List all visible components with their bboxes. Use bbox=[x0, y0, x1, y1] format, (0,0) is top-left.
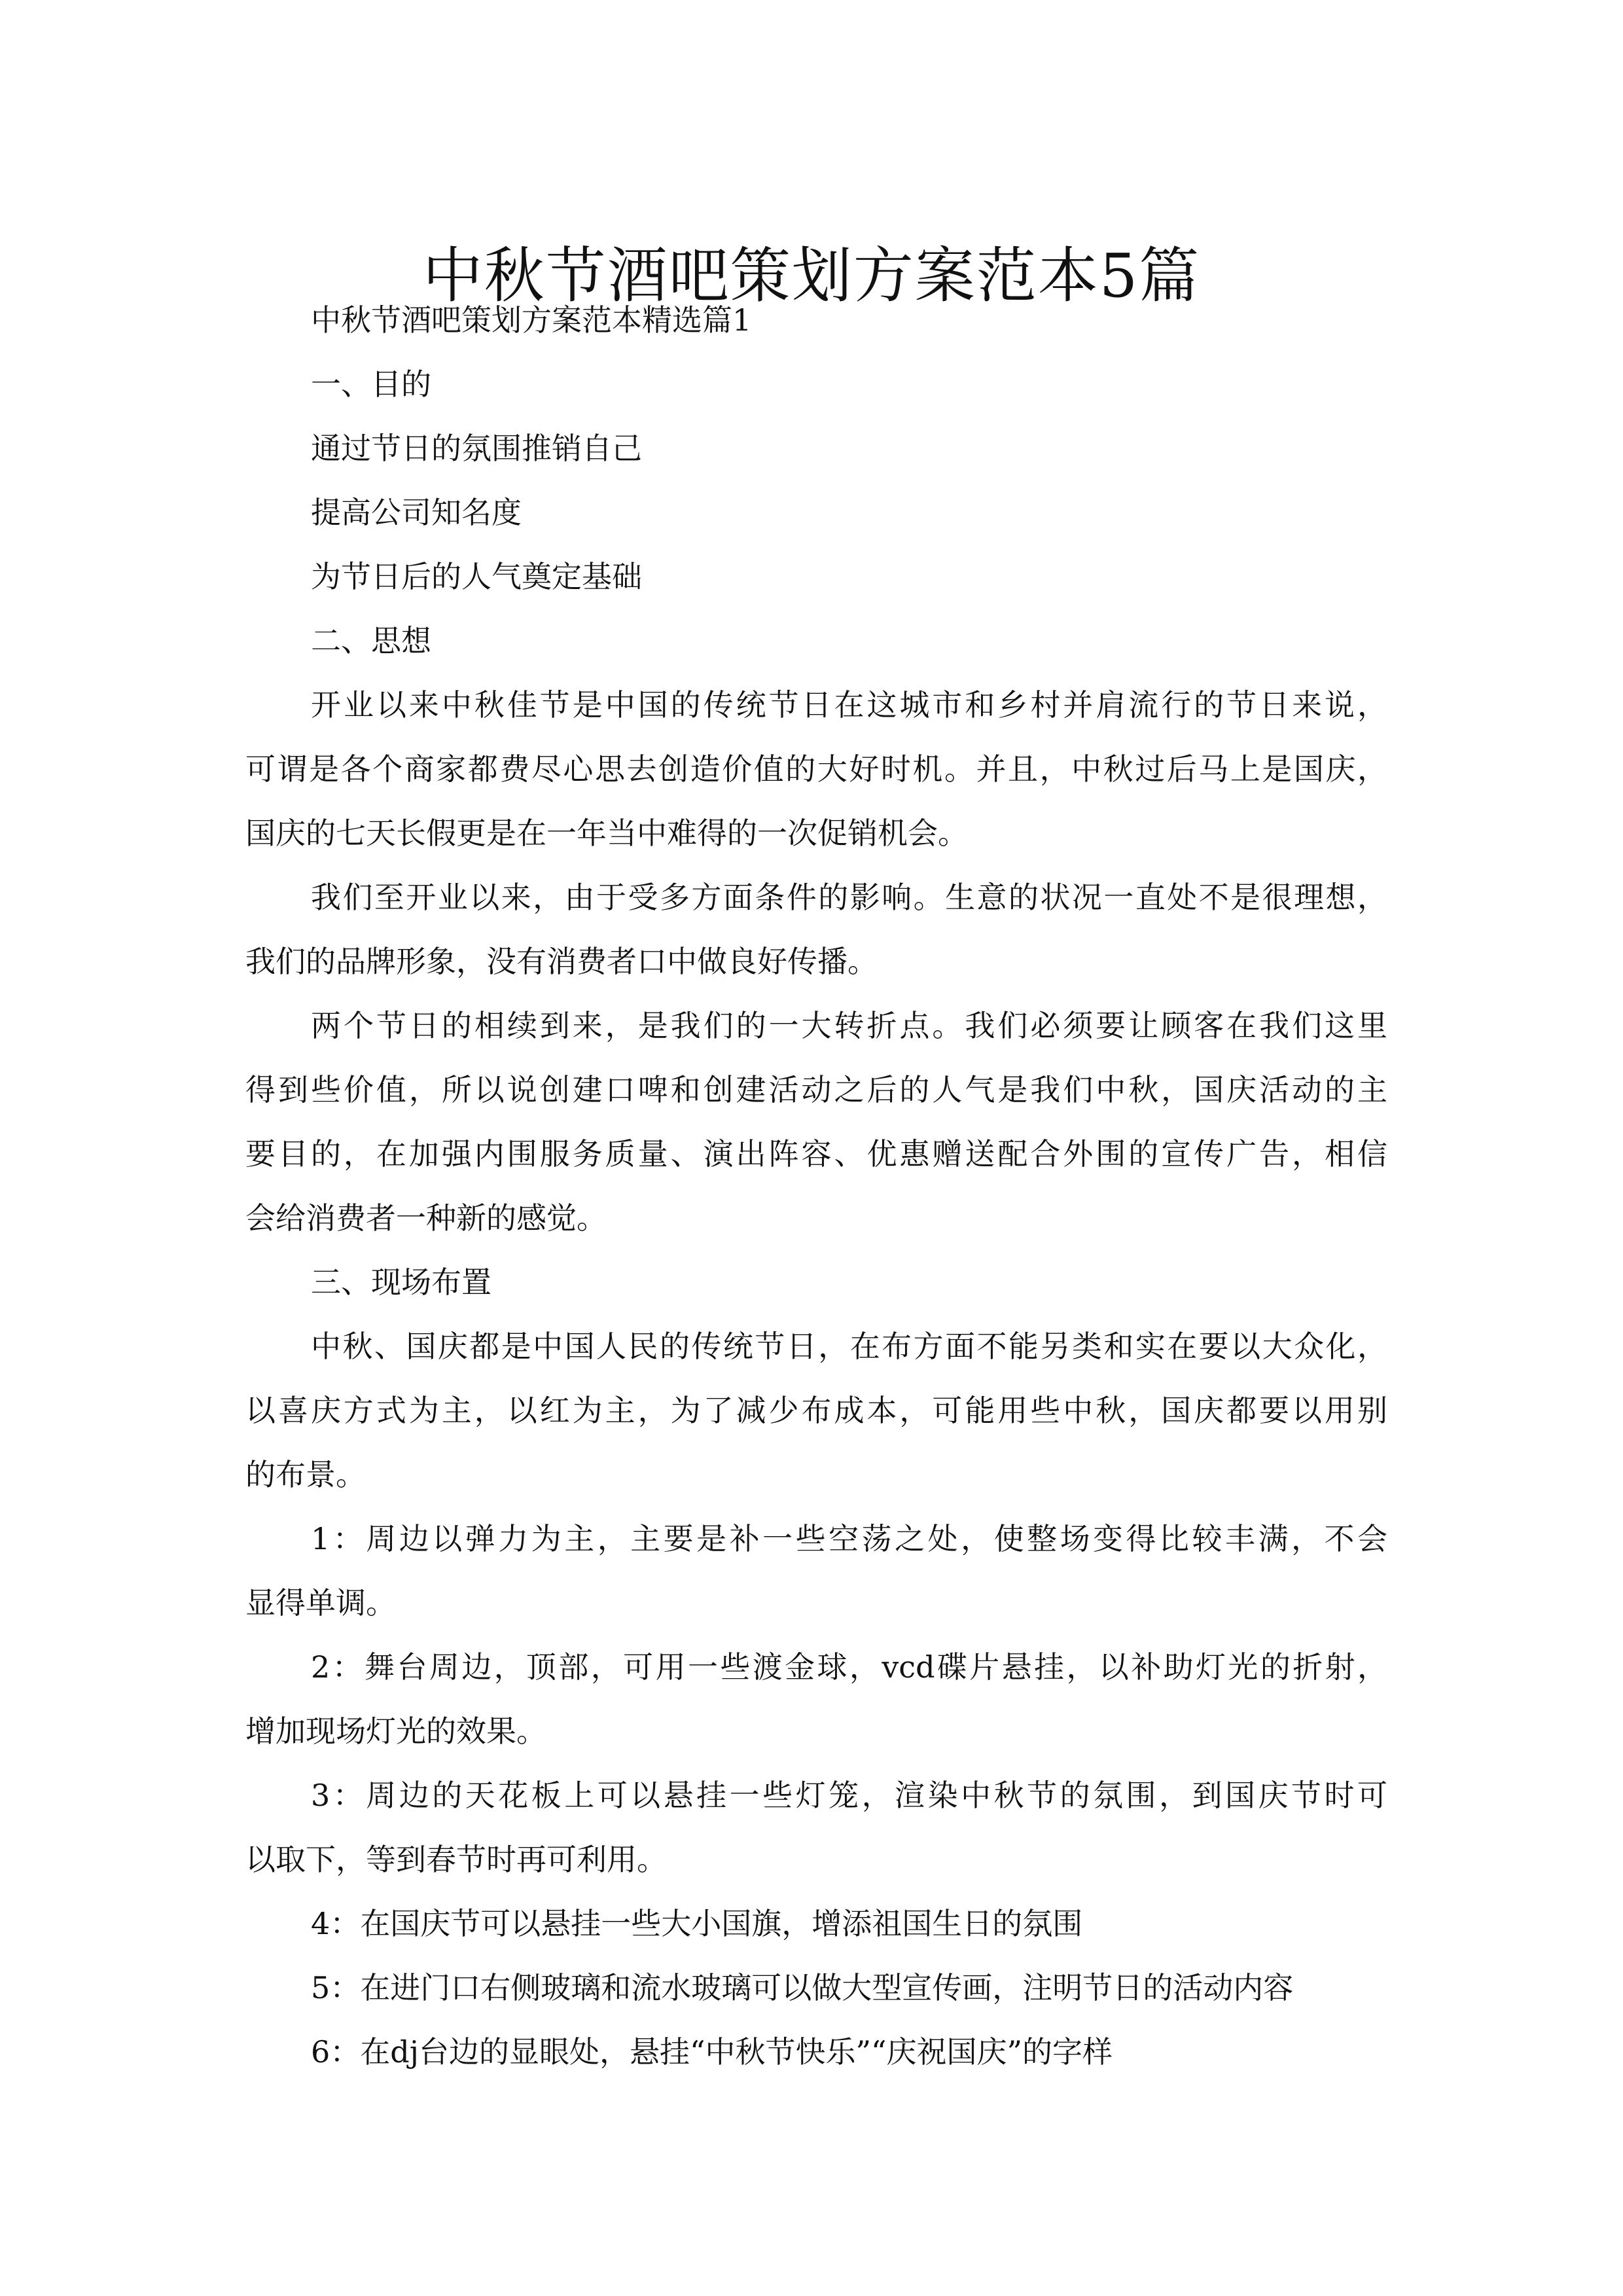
paragraph: 两个节日的相续到来，是我们的一大转折点。我们必须要让顾客在我们这里 得到些价值，所以说创建口啤和创建活动之后的人气是我们中秋，国庆活动的主 要目的，在加强内围服务质量、演出阵容、优惠赠送配合外围的宣传广告，相信 会给消费者一种新的感觉。 bbox=[245, 1008, 1387, 1236]
list-item: 5：在进门口右侧玻璃和流水玻璃可以做大型宣传画，注明节日的活动内容 bbox=[311, 1970, 1294, 2005]
list-item: 3：周边的天花板上可以悬挂一些灯笼，渲染中秋节的氛围，到国庆节时可 以取下，等到春节时再可利用。 bbox=[245, 1778, 1387, 1877]
paragraph: 开业以来中秋佳节是中国的传统节日在这城市和乡村并肩流行的节日来说， 可谓是各个商家都费尽心思去创造价值的大好时机。并且，中秋过后马上是国庆， 国庆的七天长假更是在一年当中难得的一次促销机会。 bbox=[245, 687, 1387, 851]
list-item: 2：舞台周边，顶部，可用一些渡金球，vcd碟片悬挂，以补助灯光的折射， 增加现场灯光的效果。 bbox=[245, 1649, 1387, 1749]
document-title: 中秋节酒吧策划方案范本5篇 bbox=[422, 240, 1201, 311]
document-subtitle: 中秋节酒吧策划方案范本精选篇1 bbox=[311, 302, 752, 338]
purpose-item: 为节日后的人气奠定基础 bbox=[311, 559, 642, 594]
section-heading-purpose: 一、目的 bbox=[311, 367, 431, 402]
purpose-item: 提高公司知名度 bbox=[311, 495, 522, 530]
document-body bbox=[245, 288, 1387, 2084]
list-item: 1：周边以弹力为主，主要是补一些空荡之处，使整场变得比较丰满，不会 显得单调。 bbox=[245, 1521, 1387, 1621]
section-heading-venue-setup: 三、现场布置 bbox=[311, 1265, 491, 1300]
purpose-item: 通过节日的氛围推销自己 bbox=[311, 431, 642, 466]
list-item: 6：在dj台边的显眼处，悬挂“中秋节快乐”“庆祝国庆”的字样 bbox=[311, 2034, 1113, 2070]
list-item: 4：在国庆节可以悬挂一些大小国旗，增添祖国生日的氛围 bbox=[311, 1906, 1083, 1941]
paragraph: 我们至开业以来，由于受多方面条件的影响。生意的状况一直处不是很理想， 我们的品牌形象，没有消费者口中做良好传播。 bbox=[245, 880, 1387, 979]
section-heading-idea: 二、思想 bbox=[311, 623, 431, 658]
paragraph: 中秋、国庆都是中国人民的传统节日，在布方面不能另类和实在要以大众化， 以喜庆方式为主，以红为主，为了减少布成本，可能用些中秋，国庆都要以用别 的布景。 bbox=[245, 1329, 1387, 1492]
